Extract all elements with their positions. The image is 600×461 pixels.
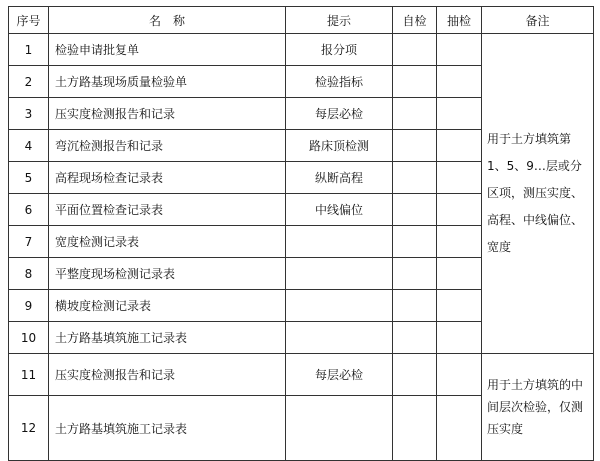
row-spot-check-cell[interactable] (437, 354, 482, 396)
header-remarks: 备注 (482, 7, 594, 34)
row-name: 宽度检测记录表 (49, 226, 286, 258)
row-self-check-cell[interactable] (393, 258, 437, 290)
row-self-check-cell[interactable] (393, 290, 437, 322)
row-hint (286, 322, 393, 354)
header-name: 名 称 (49, 7, 286, 34)
row-no: 12 (9, 396, 49, 461)
header-self-check: 自检 (393, 7, 437, 34)
table-row (9, 34, 594, 66)
row-spot-check-cell[interactable] (437, 258, 482, 290)
header-hint: 提示 (286, 7, 393, 34)
row-spot-check-cell[interactable] (437, 194, 482, 226)
row-self-check-cell[interactable] (393, 98, 437, 130)
row-hint: 路床顶检测 (286, 130, 393, 162)
row-spot-check-cell[interactable] (437, 290, 482, 322)
header-no: 序号 (9, 7, 49, 34)
row-no: 8 (9, 258, 49, 290)
row-self-check-cell[interactable] (393, 34, 437, 66)
remarks-group-2: 用于土方填筑的中间层次检验，仅测压实度 (482, 354, 594, 461)
row-hint: 检验指标 (286, 66, 393, 98)
row-name: 高程现场检查记录表 (49, 162, 286, 194)
row-self-check-cell[interactable] (393, 226, 437, 258)
inspection-checklist-sheet (8, 6, 593, 461)
row-self-check-cell[interactable] (393, 194, 437, 226)
row-spot-check-cell[interactable] (437, 34, 482, 66)
row-hint: 每层必检 (286, 98, 393, 130)
row-name: 压实度检测报告和记录 (49, 354, 286, 396)
row-spot-check-cell[interactable] (437, 162, 482, 194)
row-no: 7 (9, 226, 49, 258)
header-spot-check: 抽检 (437, 7, 482, 34)
row-name: 横坡度检测记录表 (49, 290, 286, 322)
row-no: 10 (9, 322, 49, 354)
remarks-group-1: 用于土方填筑第1、5、9…层或分区项，测压实度、高程、中线偏位、宽度 (482, 34, 594, 354)
row-hint (286, 290, 393, 322)
row-spot-check-cell[interactable] (437, 130, 482, 162)
row-self-check-cell[interactable] (393, 396, 437, 461)
row-self-check-cell[interactable] (393, 162, 437, 194)
row-hint: 每层必检 (286, 354, 393, 396)
row-self-check-cell[interactable] (393, 130, 437, 162)
row-no: 5 (9, 162, 49, 194)
row-self-check-cell[interactable] (393, 354, 437, 396)
row-hint: 中线偏位 (286, 194, 393, 226)
row-name: 土方路基现场质量检验单 (49, 66, 286, 98)
row-name: 平整度现场检测记录表 (49, 258, 286, 290)
row-name: 弯沉检测报告和记录 (49, 130, 286, 162)
row-name: 土方路基填筑施工记录表 (49, 322, 286, 354)
row-self-check-cell[interactable] (393, 322, 437, 354)
row-self-check-cell[interactable] (393, 66, 437, 98)
row-no: 2 (9, 66, 49, 98)
row-hint: 纵断高程 (286, 162, 393, 194)
table-row (9, 354, 594, 396)
row-hint (286, 226, 393, 258)
row-spot-check-cell[interactable] (437, 396, 482, 461)
row-name: 压实度检测报告和记录 (49, 98, 286, 130)
row-spot-check-cell[interactable] (437, 98, 482, 130)
row-no: 4 (9, 130, 49, 162)
row-no: 11 (9, 354, 49, 396)
row-name: 平面位置检查记录表 (49, 194, 286, 226)
header-row (9, 7, 594, 34)
row-spot-check-cell[interactable] (437, 226, 482, 258)
row-hint (286, 258, 393, 290)
row-name: 检验申请批复单 (49, 34, 286, 66)
row-no: 6 (9, 194, 49, 226)
row-hint (286, 396, 393, 461)
row-no: 9 (9, 290, 49, 322)
row-no: 1 (9, 34, 49, 66)
row-no: 3 (9, 98, 49, 130)
inspection-checklist-table (8, 6, 594, 461)
row-name: 土方路基填筑施工记录表 (49, 396, 286, 461)
row-spot-check-cell[interactable] (437, 322, 482, 354)
row-hint: 报分项 (286, 34, 393, 66)
row-spot-check-cell[interactable] (437, 66, 482, 98)
